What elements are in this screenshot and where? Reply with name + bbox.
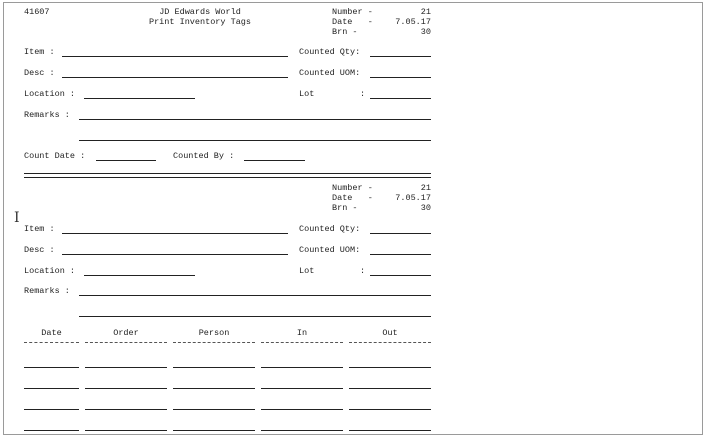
log-row-line [85, 388, 167, 389]
counted-uom-line [370, 77, 431, 78]
log-row-line [349, 409, 431, 410]
counted-by-label: Counted By : [173, 151, 235, 161]
col-underline-order [85, 342, 167, 343]
lot-label: Lot [299, 89, 315, 99]
date-value-2: 7.05.17 [395, 193, 431, 203]
item-label: Item : [24, 47, 55, 57]
date-label-2: Date - [332, 193, 373, 203]
log-row-line [261, 388, 343, 389]
location-line-2 [84, 275, 195, 276]
log-row-line [173, 367, 255, 368]
report-id: 41607 [24, 7, 50, 17]
counted-qty-line [370, 56, 431, 57]
log-row-line [173, 409, 255, 410]
counted-qty-label: Counted Qty: [299, 47, 361, 57]
number-value: 21 [420, 7, 431, 17]
col-header-order: Order [113, 328, 139, 338]
lot-colon: : [360, 89, 366, 99]
branch-label-2: Brn - [332, 203, 358, 213]
company-name: JD Edwards World [159, 7, 241, 17]
remarks-label: Remarks : [24, 110, 70, 120]
report-title: Print Inventory Tags [148, 17, 252, 27]
log-row-line [24, 409, 79, 410]
col-underline-person [173, 342, 255, 343]
count-date-label: Count Date : [24, 151, 86, 161]
desc-line [62, 77, 288, 78]
remarks-line-2 [79, 140, 431, 141]
count-date-line [96, 160, 156, 161]
remarks-line-2a [79, 295, 431, 296]
log-row-line [24, 367, 79, 368]
log-row-line [349, 367, 431, 368]
log-row-line [349, 388, 431, 389]
counted-uom-label: Counted UOM: [299, 68, 361, 78]
col-underline-date [24, 342, 79, 343]
location-label: Location : [24, 89, 76, 99]
col-underline-in [261, 342, 343, 343]
log-row-line [85, 409, 167, 410]
number-label-2: Number - [332, 183, 373, 193]
tag-separator [24, 173, 431, 178]
col-header-in: In [296, 328, 308, 338]
branch-label: Brn - [332, 27, 358, 37]
lot-line [370, 98, 431, 99]
location-line [84, 98, 195, 99]
log-row-line [261, 430, 343, 431]
remarks-label-2: Remarks : [24, 286, 70, 296]
remarks-line-2b [79, 316, 431, 317]
report-frame [3, 2, 703, 435]
item-line-2 [62, 233, 288, 234]
log-row-line [24, 388, 79, 389]
lot-colon-2: : [360, 266, 366, 276]
log-row-line [261, 367, 343, 368]
col-header-out: Out [382, 328, 398, 338]
desc-label: Desc : [24, 68, 55, 78]
lot-label-2: Lot [299, 266, 315, 276]
lot-line-2 [370, 275, 431, 276]
branch-value-2: 30 [420, 203, 431, 213]
date-label: Date - [332, 17, 373, 27]
counted-qty-label-2: Counted Qty: [299, 224, 361, 234]
log-row-line [349, 430, 431, 431]
col-header-date: Date [41, 328, 62, 338]
text-cursor-icon: I [14, 210, 20, 226]
counted-uom-label-2: Counted UOM: [299, 245, 361, 255]
log-row-line [173, 388, 255, 389]
log-row-line [24, 430, 79, 431]
item-label-2: Item : [24, 224, 55, 234]
desc-label-2: Desc : [24, 245, 55, 255]
number-label: Number - [332, 7, 373, 17]
log-row-line [173, 430, 255, 431]
col-underline-out [349, 342, 431, 343]
counted-by-line [244, 160, 305, 161]
location-label-2: Location : [24, 266, 76, 276]
date-value: 7.05.17 [395, 17, 431, 27]
log-row-line [85, 367, 167, 368]
counted-uom-line-2 [370, 254, 431, 255]
counted-qty-line-2 [370, 233, 431, 234]
col-header-person: Person [198, 328, 230, 338]
item-line [62, 56, 288, 57]
desc-line-2 [62, 254, 288, 255]
remarks-line-1 [79, 119, 431, 120]
log-row-line [261, 409, 343, 410]
log-row-line [85, 430, 167, 431]
number-value-2: 21 [420, 183, 431, 193]
branch-value: 30 [420, 27, 431, 37]
